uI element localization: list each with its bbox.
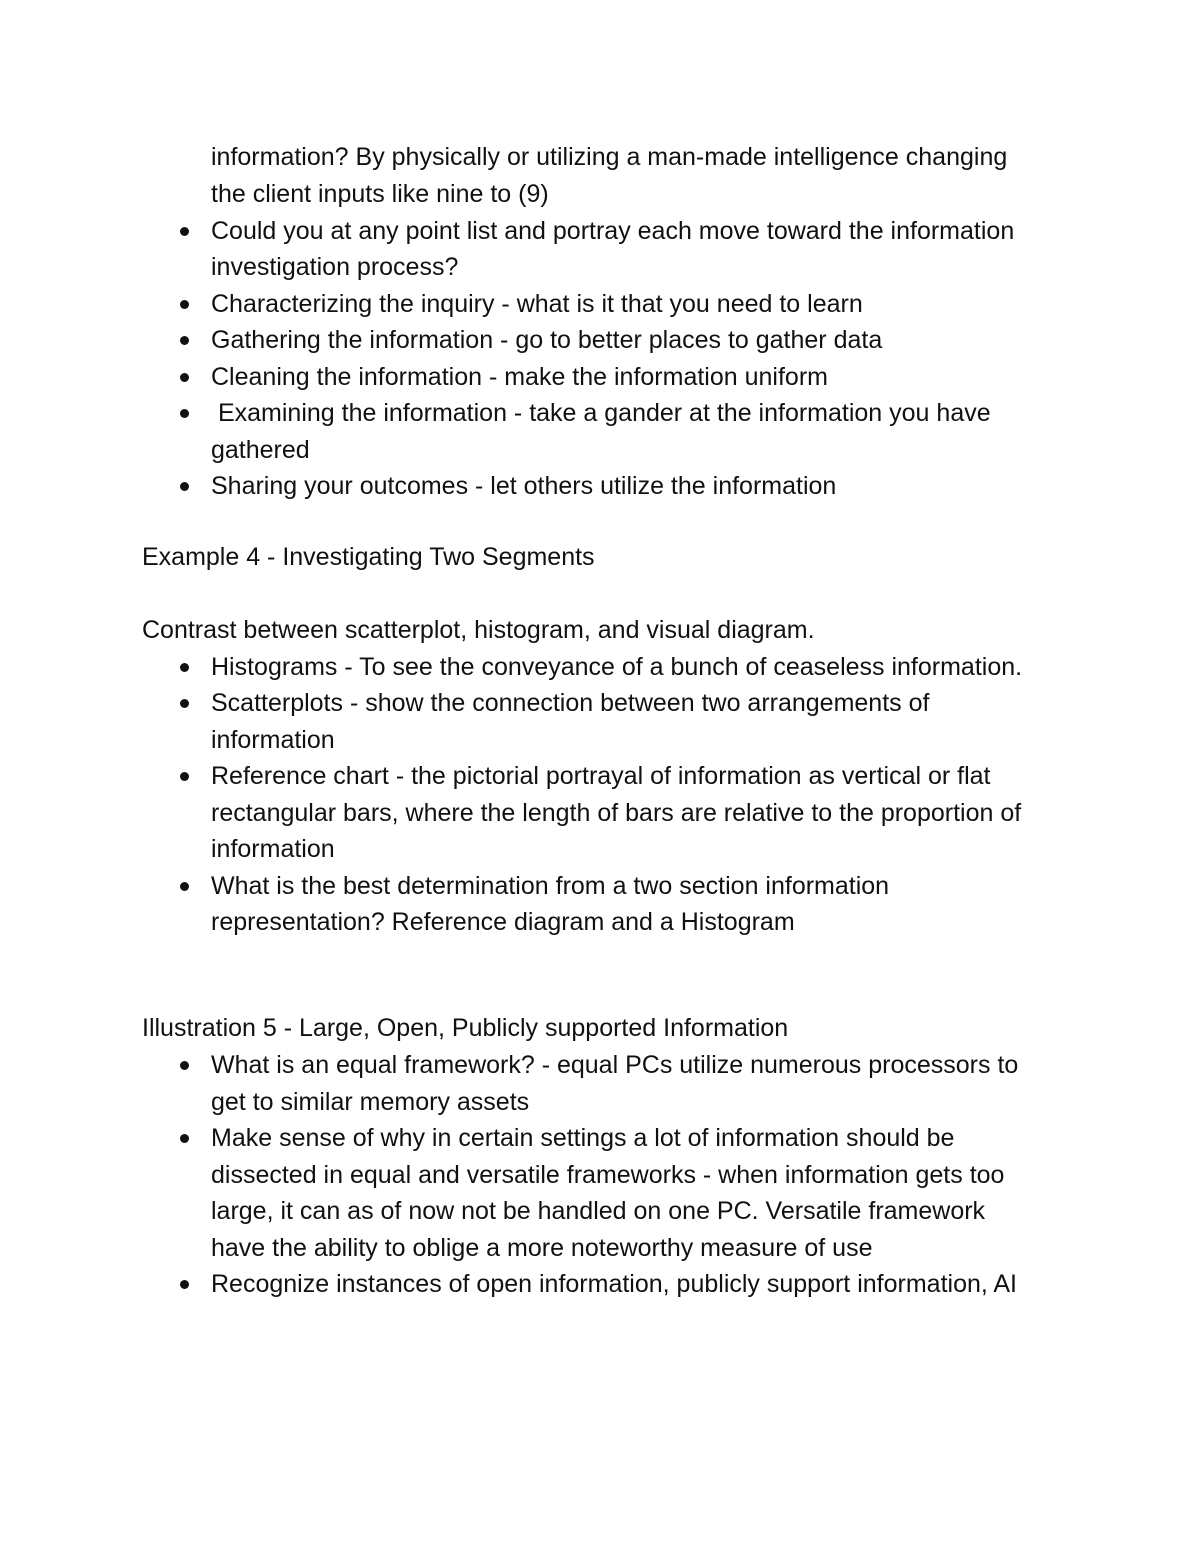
process-list-block bbox=[0, 213, 1200, 505]
bullet-icon bbox=[180, 336, 189, 345]
list-item bbox=[0, 649, 1041, 686]
list-item bbox=[0, 758, 1041, 868]
process-list bbox=[0, 213, 1200, 505]
example4-list-block bbox=[0, 649, 1200, 941]
illustration5-list bbox=[0, 1047, 1200, 1303]
list-item bbox=[0, 868, 1041, 941]
bullet-icon bbox=[180, 882, 189, 891]
example4-list bbox=[0, 649, 1200, 941]
bullet-icon bbox=[180, 699, 189, 708]
list-item bbox=[0, 468, 1041, 505]
list-item bbox=[0, 286, 1041, 323]
list-item-text: Recognize instances of open information, publicly support information, AI bbox=[211, 1270, 1018, 1298]
list-item bbox=[0, 322, 1041, 359]
list-item-text: Could you at any point list and portray each move toward the information investigation process? bbox=[211, 216, 1015, 281]
example4-title: Example 4 - Investigating Two Segments bbox=[142, 543, 595, 571]
list-item bbox=[0, 1266, 1041, 1303]
bullet-icon bbox=[180, 1280, 189, 1289]
list-item-text: Sharing your outcomes - let others utilize the information bbox=[211, 472, 837, 500]
list-item-text: Cleaning the information - make the information uniform bbox=[211, 362, 828, 391]
continuation-block bbox=[0, 139, 1200, 212]
list-item-text: Histograms - To see the conveyance of a bunch of ceaseless information. bbox=[211, 652, 1023, 681]
illustration5-title: Illustration 5 - Large, Open, Publicly supported Information bbox=[142, 1014, 789, 1042]
list-item bbox=[0, 359, 1041, 396]
list-item-text: What is an equal framework? - equal PCs utilize numerous processors to get to similar memory assets bbox=[211, 1051, 1019, 1116]
bullet-icon bbox=[180, 373, 189, 382]
bullet-icon bbox=[180, 300, 189, 309]
list-item bbox=[0, 1120, 1041, 1266]
bullet-icon bbox=[180, 772, 189, 781]
list-item-text: Characterizing the inquiry - what is it that you need to learn bbox=[211, 289, 863, 318]
list-item-text: Reference chart - the pictorial portrayal of information as vertical or flat rectangular bars, where the length of bars are relative to the proportion of information bbox=[211, 762, 1022, 863]
bullet-icon bbox=[180, 409, 189, 418]
list-item-text: Examining the information - take a gander at the information you have gathered bbox=[211, 399, 998, 464]
list-item bbox=[0, 395, 1041, 468]
bullet-icon bbox=[180, 482, 189, 491]
list-item bbox=[0, 1047, 1041, 1120]
list-item-text: Gathering the information - go to better places to gather data bbox=[211, 326, 883, 354]
list-item-text: Make sense of why in certain settings a lot of information should be dissected in equal and versatile frameworks - when information gets too large, it can as of now not be handled on one PC. Versatile framework have the ability to oblige a more noteworthy measure of use bbox=[211, 1124, 1005, 1262]
list-item-text: What is the best determination from a two section information representation? Reference diagram and a Histogram bbox=[211, 871, 890, 936]
bullet-icon bbox=[180, 1134, 189, 1143]
continuation-text: information? By physically or utilizing a man-made intelligence changing the client inputs like nine to (9) bbox=[211, 143, 1008, 208]
illustration5-list-block bbox=[0, 1047, 1200, 1303]
list-item bbox=[0, 685, 1041, 758]
bullet-icon bbox=[180, 1061, 189, 1070]
list-item bbox=[0, 213, 1041, 286]
example4-intro: Contrast between scatterplot, histogram, and visual diagram. bbox=[142, 616, 815, 644]
bullet-icon bbox=[180, 663, 189, 672]
bullet-icon bbox=[180, 227, 189, 236]
list-item-text: Scatterplots - show the connection between two arrangements of information bbox=[211, 689, 930, 754]
